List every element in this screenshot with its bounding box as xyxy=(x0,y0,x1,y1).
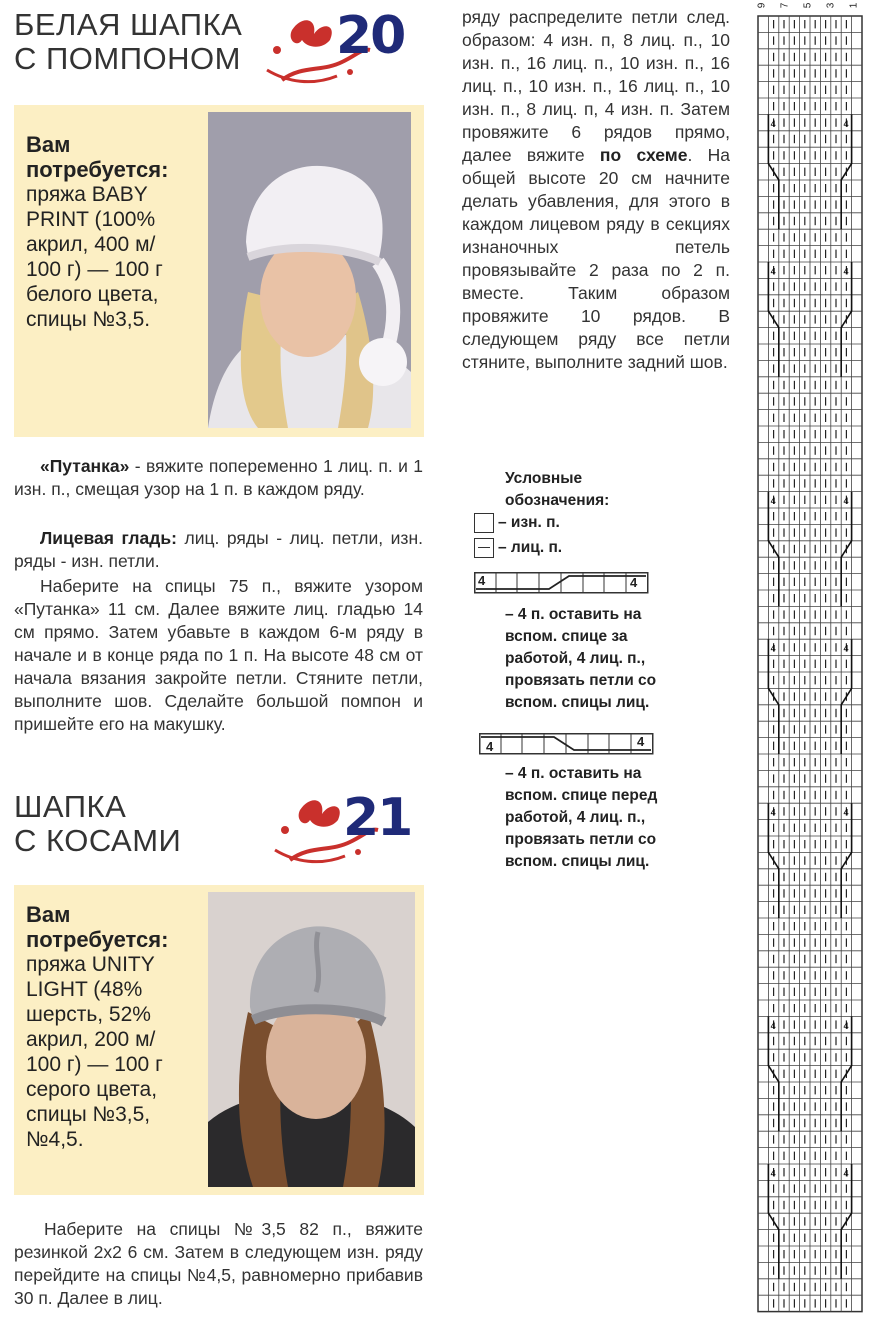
knit-symbol-icon xyxy=(474,538,494,558)
putanka-paragraph xyxy=(14,455,423,501)
continued-text-1: ряду распределите петли след. образом: 4 изн. п, 8 лиц. п., 10 изн. п., 16 лиц. п., 10 изн. п., 16 лиц. п., 10 изн. п., 16 лиц. п., 10 изн. п., 8 лиц. п, 4 изн. п. Затем провяжите 6 рядов прямо, далее вяжите xyxy=(462,7,730,165)
glad-label: Лицевая гладь: xyxy=(40,528,177,548)
pattern-number-21: 21 xyxy=(343,788,412,848)
cable-marker: 4 xyxy=(843,1021,849,1032)
cable-marker: 4 xyxy=(770,644,777,655)
photo-white-hat xyxy=(208,112,411,428)
glad-paragraph xyxy=(14,527,423,573)
cable-marker: 4 xyxy=(843,497,849,507)
req-head-21b: потребуется: xyxy=(26,927,169,952)
req-line: 100 г) — 100 г xyxy=(26,258,163,281)
legend-line: провязать петли со xyxy=(505,831,657,848)
knitting-chart xyxy=(756,14,864,1320)
purl-symbol-icon xyxy=(474,513,494,533)
legend-knit xyxy=(474,537,562,559)
req-line: спицы №3,5. xyxy=(26,308,151,331)
req-line: пряжа BABY xyxy=(26,183,148,206)
legend-line: работой, 4 лиц. п., xyxy=(505,809,646,826)
col-number: 7 xyxy=(779,2,791,9)
req-line: LIGHT (48% xyxy=(26,978,143,1001)
legend-knit-label: – лиц. п. xyxy=(498,539,563,556)
requirements-20 xyxy=(26,132,211,332)
pattern-number-20: 20 xyxy=(336,6,405,66)
legend-title xyxy=(505,468,609,512)
cable-marker: 4 xyxy=(770,267,777,278)
cable-right-num-a: 4 xyxy=(486,739,494,754)
cable-marker: 4 xyxy=(770,1021,777,1032)
legend-line: работой, 4 лиц. п., xyxy=(505,650,646,667)
req-line: серого цвета, xyxy=(26,1078,158,1101)
req-line: PRINT (100% xyxy=(26,208,156,231)
cable-marker: 4 xyxy=(770,497,777,507)
cable-right-symbol-icon xyxy=(479,733,654,755)
legend-purl xyxy=(474,512,560,534)
req-line: №4,5. xyxy=(26,1128,84,1151)
legend-cable-right-text xyxy=(505,763,657,873)
cable-marker: 4 xyxy=(843,1169,849,1180)
req-head-20b: потребуется: xyxy=(26,157,169,182)
requirements-21 xyxy=(26,902,211,1152)
cable-marker: 4 xyxy=(843,119,849,130)
legend-purl-label: – изн. п. xyxy=(498,514,560,531)
legend-title-2: обозначения: xyxy=(505,492,610,509)
legend-line: вспом. спице перед xyxy=(505,787,658,804)
cable-right-num-b: 4 xyxy=(637,734,645,749)
req-line: спицы №3,5, xyxy=(26,1103,151,1126)
cable-marker: 4 xyxy=(770,808,777,819)
col-number: 9 xyxy=(756,2,768,9)
cable-marker: 4 xyxy=(843,267,849,278)
cable-left-symbol-icon xyxy=(474,572,649,594)
putanka-label: «Путанка» xyxy=(40,456,130,476)
col-number: 3 xyxy=(825,2,837,9)
title-21-line2: С КОСАМИ xyxy=(14,823,182,858)
col-number: 5 xyxy=(802,2,814,9)
req-line: шерсть, 52% xyxy=(26,1003,151,1026)
legend-cable-left-text xyxy=(505,604,656,714)
chart-column-numbers xyxy=(758,0,863,14)
instructions-20: Наберите на спицы 75 п., вяжите узором «Путанка» 11 см. Далее вяжите лиц. гладью 14 см прямо. Затем убавьте в каждом 6-м ряду в начале и в конце ряда по 1 п. На высоте 48 см от начала вязания закройте петли. Стяните петли, выполните шов. Сделайте большой помпон и пришейте его на макушку. xyxy=(14,576,423,734)
title-20-line2: С ПОМПОНОМ xyxy=(14,41,241,76)
cable-marker: 4 xyxy=(770,119,777,130)
putanka-text: - вяжите попеременно 1 лиц. п. и 1 изн. п., смещая узор на 1 п. в каждом ряду. xyxy=(14,456,423,499)
glad-text: лиц. ряды - лиц. петли, изн. ряды - изн. петли. xyxy=(14,528,423,571)
legend-line: – 4 п. оставить на xyxy=(505,765,642,782)
req-line: акрил, 400 м/ xyxy=(26,233,156,256)
legend-title-1: Условные xyxy=(505,470,583,487)
legend-line: вспом. спицы лиц. xyxy=(505,853,650,870)
cable-marker: 4 xyxy=(843,644,849,655)
title-21-line1: ШАПКА xyxy=(14,789,127,824)
photo-grey-hat xyxy=(208,892,415,1187)
cable-marker: 4 xyxy=(843,808,849,819)
req-head-20a: Вам xyxy=(26,132,71,157)
legend-line: – 4 п. оставить на xyxy=(505,606,642,623)
cable-left-num-b: 4 xyxy=(630,575,638,590)
instructions-21-continued xyxy=(462,6,730,374)
req-line: акрил, 200 м/ xyxy=(26,1028,156,1051)
req-line: 100 г) — 100 г xyxy=(26,1053,163,1076)
continued-text-2: . На общей высоте 20 см начните делать убавления, для этого в каждом лицевом ряду в секциях изнаночных петель провязывайте 2 раза по 2 п. вместе. Таким образом провяжите 10 рядов. В следующем ряду все петли стяните, выполните задний шов. xyxy=(462,145,730,372)
legend-line: провязать петли со xyxy=(505,672,657,689)
instructions-21: Наберите на спицы №3,5 82 п., вяжите резинкой 2х2 6 см. Затем в следующем изн. ряду перейдите на спицы №4,5, равномерно прибавив 30 п. Далее в лиц. xyxy=(14,1219,423,1308)
continued-bold: по схеме xyxy=(599,145,688,165)
title-20-line1: БЕЛАЯ ШАПКА xyxy=(14,7,243,42)
req-line: пряжа UNITY xyxy=(26,953,155,976)
cable-left-num-a: 4 xyxy=(478,573,486,588)
req-head-21a: Вам xyxy=(26,902,71,927)
legend-line: вспом. спице за xyxy=(505,628,628,645)
cable-marker: 4 xyxy=(770,1169,777,1180)
col-number: 1 xyxy=(848,2,860,9)
req-line: белого цвета, xyxy=(26,283,159,306)
legend-line: вспом. спицы лиц. xyxy=(505,694,650,711)
